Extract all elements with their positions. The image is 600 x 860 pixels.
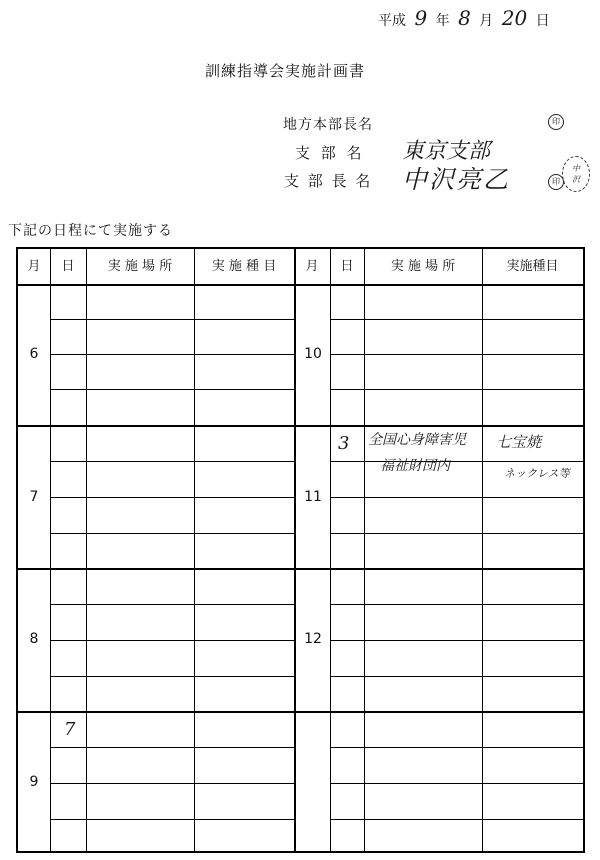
date-year-unit: 年 [435,13,450,29]
document-date [378,6,550,34]
day-entry: 7 [64,719,76,740]
date-year: 9 [414,6,428,30]
branch-chief-value: 中沢亮乙 [402,165,511,194]
header-day-left: 日 [61,259,75,274]
month-label: 6 [29,346,39,362]
regional-head-label: 地方本部長名 [283,117,373,133]
header-item-right: 実施種目 [506,259,559,274]
seal-mark-icon: 印 [548,174,564,190]
header-day-right: 日 [340,259,354,274]
intro-text: 下記の日程にて実施する [8,223,173,239]
place-entry: 全国心身障害児 [368,432,466,448]
branch-name-value: 東京支部 [402,139,491,164]
date-day: 20 [501,6,528,30]
date-day-unit: 日 [535,13,550,29]
month-label: 8 [29,631,39,647]
date-month: 8 [458,6,471,30]
header-place-right: 実 施 場 所 [390,259,456,274]
month-label: 7 [29,489,39,505]
schedule-table [16,247,585,853]
header-month-right: 月 [305,259,319,274]
item-entry: 七宝焼 [496,433,542,451]
header-month-left: 月 [27,259,41,274]
header-place-left: 実 施 場 所 [107,259,173,274]
month-label: 11 [304,489,322,505]
date-era: 平成 [378,13,406,29]
item-entry: ネックレス等 [504,467,570,480]
month-label: 12 [304,631,322,647]
date-month-unit: 月 [479,13,494,29]
month-label: 9 [29,774,39,790]
header-item-left: 実 施 種 目 [211,259,277,274]
place-entry: 福祉財団内 [380,458,450,474]
seal-mark-icon: 印 [548,114,564,130]
branch-chief-label: 支 部 長 名 [284,172,371,190]
month-label: 10 [304,346,322,362]
day-entry: 3 [338,433,350,454]
personal-seal-stamp: 中 沢 [562,156,590,192]
branch-name-label: 支 部 名 [295,144,362,162]
document-title: 訓練指導会実施計画書 [205,62,366,80]
